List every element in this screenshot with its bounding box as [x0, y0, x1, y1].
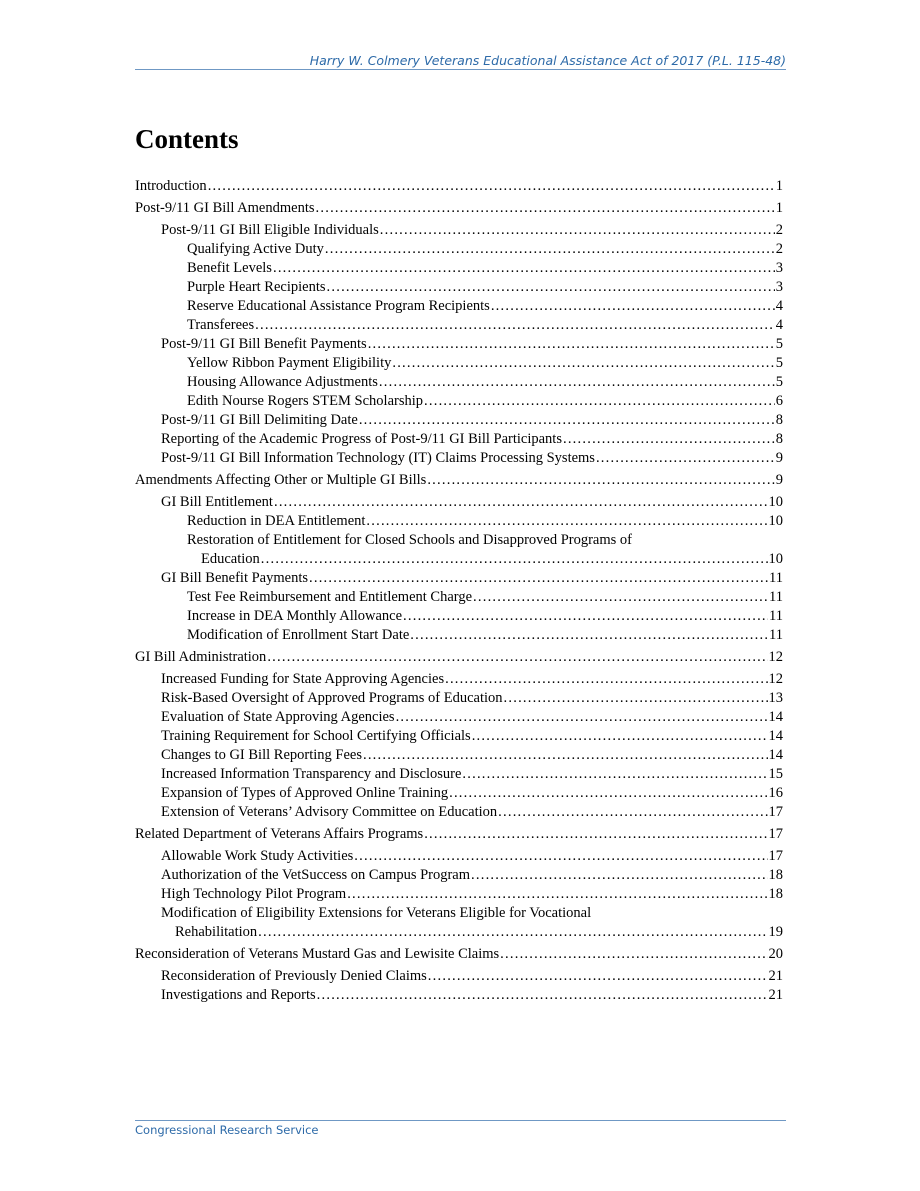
- dot-leader: [563, 430, 775, 449]
- dot-leader: [309, 569, 768, 588]
- table-of-contents: [135, 174, 783, 1005]
- dot-leader: [428, 967, 768, 986]
- toc-entry-it-claims[interactable]: [135, 449, 783, 468]
- toc-entry-restoration-line1[interactable]: Restoration of Entitlement for Closed Schools and Disapproved Programs of: [187, 532, 632, 548]
- toc-label: Education: [201, 551, 260, 567]
- toc-entry-va-programs[interactable]: [135, 825, 783, 844]
- toc-page: 5: [775, 355, 783, 371]
- toc-entry-dea-reduction[interactable]: [135, 512, 783, 531]
- toc-label: Training Requirement for School Certifying Officials: [161, 728, 471, 744]
- toc-label: Reduction in DEA Entitlement: [187, 513, 366, 529]
- toc-entry-restoration[interactable]: [135, 550, 783, 569]
- toc-page: 14: [768, 728, 783, 744]
- toc-label: Test Fee Reimbursement and Entitlement Charge: [187, 589, 473, 605]
- toc-page: 14: [768, 709, 783, 725]
- toc-label: Risk-Based Oversight of Approved Programs of Education: [161, 690, 503, 706]
- dot-leader: [317, 986, 768, 1005]
- toc-entry-purple-heart[interactable]: [135, 278, 783, 297]
- dot-leader: [273, 259, 775, 278]
- toc-page: 16: [768, 785, 783, 801]
- dot-leader: [471, 866, 767, 885]
- dot-leader: [255, 316, 775, 335]
- toc-entry-high-tech-pilot[interactable]: [135, 885, 783, 904]
- toc-page: 11: [769, 608, 783, 624]
- toc-page: 11: [769, 570, 783, 586]
- toc-entry-gi-entitlement[interactable]: [135, 493, 783, 512]
- toc-page: 9: [775, 472, 783, 488]
- toc-entry-academic-progress[interactable]: [135, 430, 783, 449]
- toc-label: Extension of Veterans’ Advisory Committee on Education: [161, 804, 498, 820]
- toc-label: Rehabilitation: [175, 924, 258, 940]
- toc-page: 18: [768, 886, 783, 902]
- dot-leader: [267, 648, 767, 667]
- toc-label: Evaluation of State Approving Agencies: [161, 709, 395, 725]
- footer-source: Congressional Research Service: [135, 1123, 319, 1137]
- toc-entry-work-study[interactable]: [135, 847, 783, 866]
- toc-entry-reap-recipients[interactable]: [135, 297, 783, 316]
- toc-entry-voc-rehab-line1[interactable]: Modification of Eligibility Extensions for Veterans Eligible for Vocational: [161, 905, 592, 921]
- toc-label: Increased Information Transparency and Disclosure: [161, 766, 462, 782]
- toc-page: 4: [775, 298, 783, 314]
- toc-page: 10: [768, 551, 783, 567]
- toc-label: Increase in DEA Monthly Allowance: [187, 608, 403, 624]
- toc-entry-housing-allowance[interactable]: [135, 373, 783, 392]
- toc-entry-reporting-fees[interactable]: [135, 746, 783, 765]
- dot-leader: [500, 945, 767, 964]
- dot-leader: [424, 825, 767, 844]
- toc-label: Reconsideration of Veterans Mustard Gas and Lewisite Claims: [135, 946, 500, 962]
- dot-leader: [392, 354, 774, 373]
- toc-entry-stem-scholarship[interactable]: [135, 392, 783, 411]
- toc-page: 2: [775, 241, 783, 257]
- toc-page: 3: [775, 260, 783, 276]
- toc-label: High Technology Pilot Program: [161, 886, 347, 902]
- toc-entry-post911-amendments[interactable]: [135, 199, 783, 218]
- dot-leader: [274, 493, 768, 512]
- toc-label: Benefit Levels: [187, 260, 272, 276]
- toc-label: Housing Allowance Adjustments: [187, 374, 378, 390]
- toc-page: 8: [775, 412, 783, 428]
- toc-label: Edith Nourse Rogers STEM Scholarship: [187, 393, 424, 409]
- toc-label: Post-9/11 GI Bill Information Technology (IT) Claims Processing Systems: [161, 450, 595, 466]
- toc-page: 18: [768, 867, 783, 883]
- toc-entry-saa-evaluation[interactable]: [135, 708, 783, 727]
- dot-leader: [258, 923, 767, 942]
- toc-page: 1: [775, 200, 783, 216]
- header-divider: [135, 69, 786, 70]
- toc-label: Reporting of the Academic Progress of Post-9/11 GI Bill Participants: [161, 431, 562, 447]
- dot-leader: [380, 221, 775, 240]
- toc-label: Amendments Affecting Other or Multiple GI Bills: [135, 472, 427, 488]
- toc-entry-mustard-gas[interactable]: [135, 945, 783, 964]
- toc-page: 15: [768, 766, 783, 782]
- toc-entry-voc-rehab[interactable]: [135, 923, 783, 942]
- toc-entry-yellow-ribbon[interactable]: [135, 354, 783, 373]
- dot-leader: [403, 607, 768, 626]
- toc-page: 2: [775, 222, 783, 238]
- running-header: Harry W. Colmery Veterans Educational Assistance Act of 2017 (P.L. 115-48): [309, 53, 786, 68]
- toc-entry-gi-administration[interactable]: [135, 648, 783, 667]
- toc-page: 5: [775, 336, 783, 352]
- dot-leader: [449, 784, 767, 803]
- toc-page: 3: [775, 279, 783, 295]
- toc-page: 4: [775, 317, 783, 333]
- toc-page: 14: [768, 747, 783, 763]
- dot-leader: [462, 765, 767, 784]
- toc-entry-sco-training[interactable]: [135, 727, 783, 746]
- dot-leader: [473, 588, 768, 607]
- toc-page: 11: [769, 589, 783, 605]
- toc-entry-saa-funding[interactable]: [135, 670, 783, 689]
- toc-page: 6: [775, 393, 783, 409]
- dot-leader: [368, 335, 775, 354]
- dot-leader: [208, 177, 775, 196]
- toc-entry-test-fee[interactable]: [135, 588, 783, 607]
- toc-label: GI Bill Entitlement: [161, 494, 273, 510]
- toc-entry-qualifying-active-duty[interactable]: [135, 240, 783, 259]
- dot-leader: [491, 297, 775, 316]
- toc-label: Related Department of Veterans Affairs Programs: [135, 826, 424, 842]
- toc-label: Transferees: [187, 317, 255, 333]
- dot-leader: [366, 512, 767, 531]
- dot-leader: [327, 278, 775, 297]
- toc-page: 8: [775, 431, 783, 447]
- toc-label: Reconsideration of Previously Denied Claims: [161, 968, 427, 984]
- toc-page: 19: [768, 924, 783, 940]
- toc-label: Introduction: [135, 178, 207, 194]
- dot-leader: [472, 727, 768, 746]
- toc-page: 17: [768, 848, 783, 864]
- toc-page: 12: [768, 671, 783, 687]
- dot-leader: [359, 411, 775, 430]
- dot-leader: [325, 240, 775, 259]
- toc-page: 20: [768, 946, 783, 962]
- toc-entry-enrollment-start[interactable]: [135, 626, 783, 645]
- dot-leader: [354, 847, 767, 866]
- toc-label: Modification of Enrollment Start Date: [187, 627, 410, 643]
- toc-label: Post-9/11 GI Bill Benefit Payments: [161, 336, 367, 352]
- toc-label: Purple Heart Recipients: [187, 279, 326, 295]
- dot-leader: [363, 746, 768, 765]
- toc-label: Increased Funding for State Approving Agencies: [161, 671, 445, 687]
- toc-label: Qualifying Active Duty: [187, 241, 324, 257]
- toc-entry-online-training[interactable]: [135, 784, 783, 803]
- toc-entry-denied-claims[interactable]: [135, 967, 783, 986]
- toc-label: Post-9/11 GI Bill Eligible Individuals: [161, 222, 379, 238]
- toc-entry-eligible-individuals[interactable]: [135, 221, 783, 240]
- toc-page: 13: [768, 690, 783, 706]
- toc-page: 21: [768, 987, 783, 1003]
- toc-page: 21: [768, 968, 783, 984]
- toc-label: Expansion of Types of Approved Online Training: [161, 785, 449, 801]
- toc-entry-gi-benefit-payments[interactable]: [135, 569, 783, 588]
- dot-leader: [445, 670, 767, 689]
- toc-entry-delimiting-date[interactable]: [135, 411, 783, 430]
- dot-leader: [347, 885, 767, 904]
- toc-entry-investigations[interactable]: [135, 986, 783, 1005]
- toc-page: 1: [775, 178, 783, 194]
- dot-leader: [596, 449, 775, 468]
- toc-page: 17: [768, 804, 783, 820]
- dot-leader: [379, 373, 775, 392]
- toc-entry-advisory-committee[interactable]: [135, 803, 783, 822]
- toc-label: GI Bill Benefit Payments: [161, 570, 308, 586]
- toc-page: 11: [769, 627, 783, 643]
- toc-entry-risk-oversight[interactable]: [135, 689, 783, 708]
- dot-leader: [427, 471, 774, 490]
- footer-divider: [135, 1120, 786, 1121]
- toc-entry-benefit-levels[interactable]: [135, 259, 783, 278]
- toc-entry-transferees[interactable]: [135, 316, 783, 335]
- toc-page: 10: [768, 513, 783, 529]
- dot-leader: [424, 392, 775, 411]
- page-title: Contents: [135, 124, 239, 154]
- toc-label: Authorization of the VetSuccess on Campus Program: [161, 867, 471, 883]
- toc-label: Investigations and Reports: [161, 987, 316, 1003]
- toc-page: 9: [775, 450, 783, 466]
- toc-label: Changes to GI Bill Reporting Fees: [161, 747, 362, 763]
- toc-entry-introduction[interactable]: [135, 177, 783, 196]
- dot-leader: [396, 708, 768, 727]
- toc-page: 10: [768, 494, 783, 510]
- toc-label: Reserve Educational Assistance Program Recipients: [187, 298, 490, 314]
- dot-leader: [316, 199, 775, 218]
- toc-label: GI Bill Administration: [135, 649, 267, 665]
- dot-leader: [498, 803, 767, 822]
- toc-entry-dea-monthly[interactable]: [135, 607, 783, 626]
- toc-entry-vetsuccess[interactable]: [135, 866, 783, 885]
- toc-page: 17: [768, 826, 783, 842]
- toc-page: 12: [768, 649, 783, 665]
- toc-entry-transparency[interactable]: [135, 765, 783, 784]
- toc-label: Post-9/11 GI Bill Amendments: [135, 200, 315, 216]
- toc-label: Allowable Work Study Activities: [161, 848, 354, 864]
- dot-leader: [504, 689, 768, 708]
- toc-entry-benefit-payments[interactable]: [135, 335, 783, 354]
- toc-label: Post-9/11 GI Bill Delimiting Date: [161, 412, 358, 428]
- dot-leader: [410, 626, 768, 645]
- toc-label: Yellow Ribbon Payment Eligibility: [187, 355, 392, 371]
- toc-entry-other-gi-bills[interactable]: [135, 471, 783, 490]
- toc-page: 5: [775, 374, 783, 390]
- dot-leader: [261, 550, 768, 569]
